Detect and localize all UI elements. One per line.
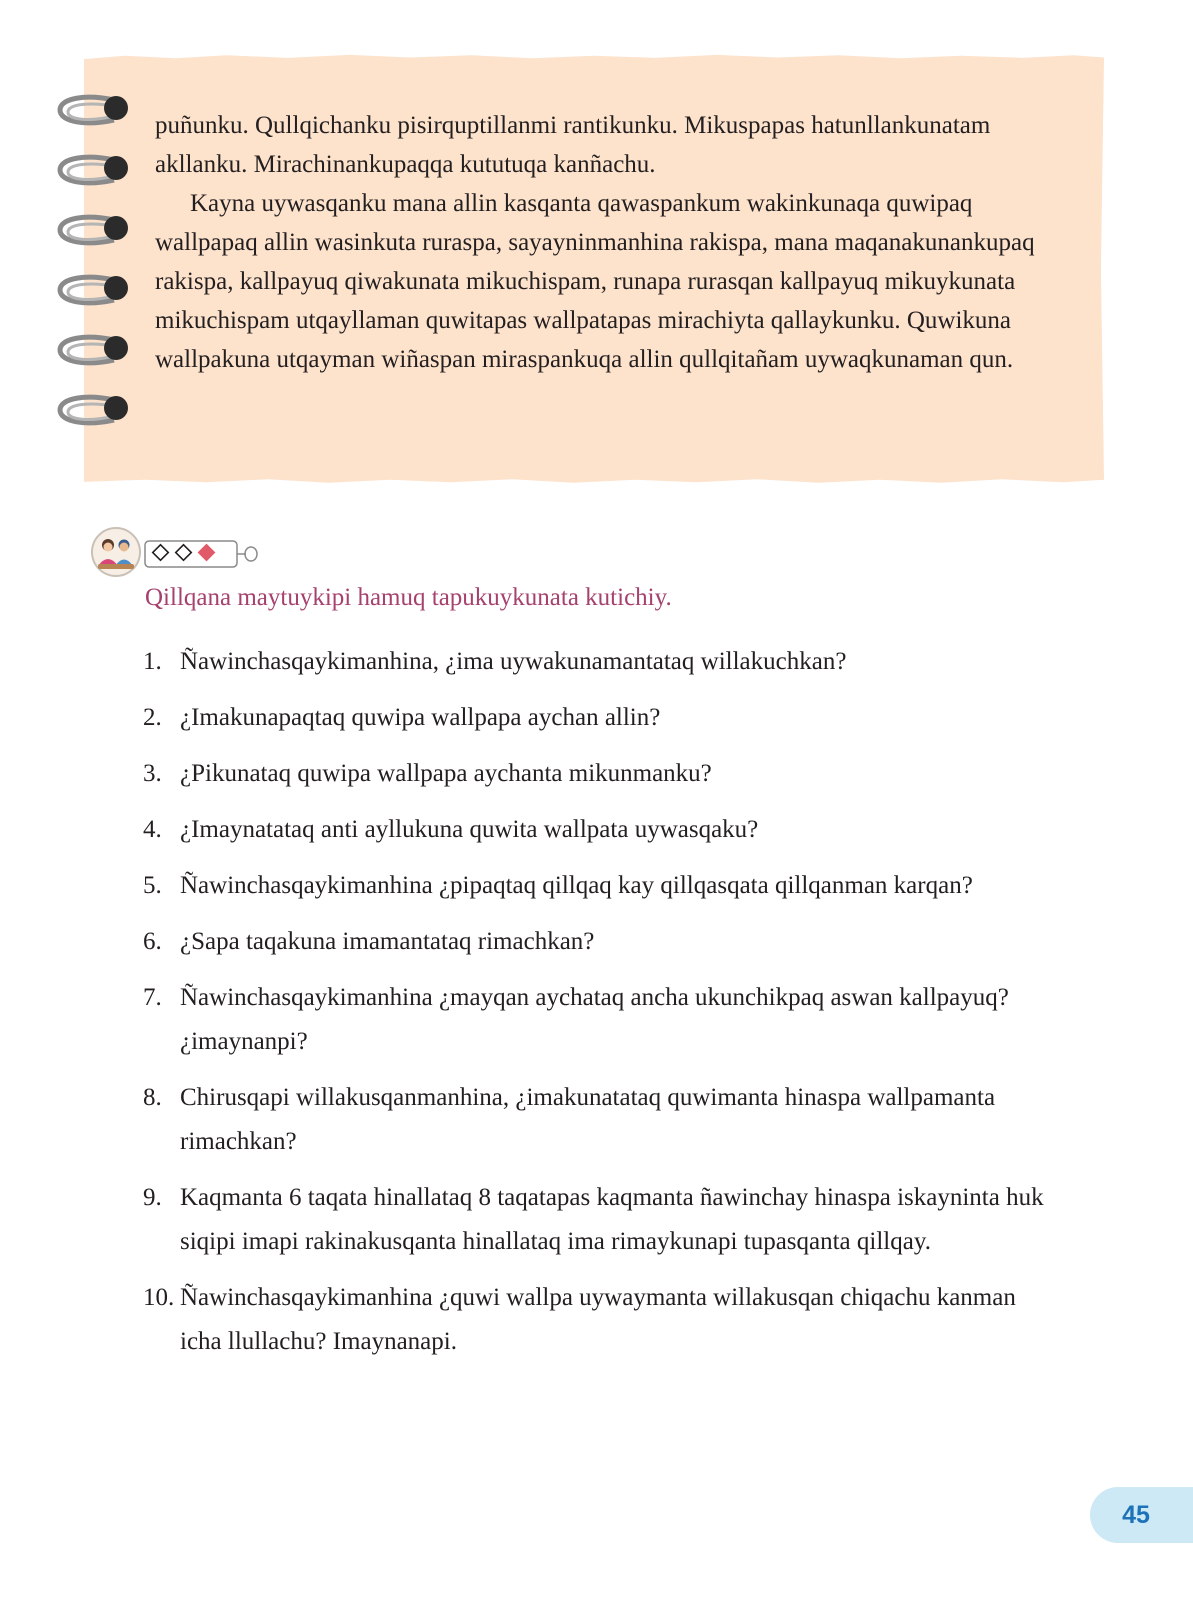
question-item — [143, 976, 1063, 1064]
question-text: Kaqmanta 6 taqata hinallataq 8 taqatapas kaqmanta ñawinchay hinaspa iskayninta huk siqipi imapi rakinakusqanta hinallataq ima rimaykunapi tupasqanta qillqay. — [180, 1184, 1044, 1255]
question-number: 4. — [143, 816, 162, 843]
question-text: Ñawinchasqaykimanhina ¿quwi wallpa uywaymanta willakusqan chiqachu kanman icha llullachu? Imaynanapi. — [180, 1284, 1016, 1355]
question-number: 10. — [143, 1284, 175, 1311]
question-text: Ñawinchasqaykimanhina ¿mayqan aychataq ancha ukunchikpaq aswan kallpayuq? ¿imaynanpi? — [180, 984, 1009, 1055]
question-item — [143, 696, 1063, 740]
page-number: 45 — [1122, 1501, 1150, 1529]
page-number-tab — [1090, 1487, 1193, 1543]
spiral-ring-icon — [56, 210, 136, 256]
question-text: ¿Sapa taqakuna imamantataq rimachkan? — [180, 928, 595, 955]
students-avatar-icon — [92, 528, 140, 576]
question-number: 9. — [143, 1184, 162, 1211]
question-number: 3. — [143, 760, 162, 787]
question-text: ¿Pikunataq quwipa wallpapa aychanta mikunmanku? — [180, 760, 712, 787]
question-item — [143, 1176, 1063, 1264]
question-text: Chirusqapi willakusqanmanhina, ¿imakunatataq quwimanta hinaspa wallpamanta rimachkan? — [180, 1084, 996, 1155]
activity-instruction: Qillqana maytuykipi hamuq tapukuykunata kutichiy. — [145, 584, 672, 611]
spiral-binding — [56, 90, 136, 430]
reading-passage — [155, 106, 1055, 379]
question-list — [143, 640, 1063, 1376]
spiral-ring-icon — [56, 270, 136, 316]
question-text: Ñawinchasqaykimanhina ¿pipaqtaq qillqaq kay qillqasqata qillqanman karqan? — [180, 872, 973, 899]
question-number: 6. — [143, 928, 162, 955]
question-number: 8. — [143, 1084, 162, 1111]
question-number: 2. — [143, 704, 162, 731]
spiral-ring-icon — [56, 90, 136, 136]
question-text: ¿Imaynatataq anti ayllukuna quwita wallpata uywasqaku? — [180, 816, 759, 843]
spiral-ring-icon — [56, 390, 136, 436]
question-item — [143, 1076, 1063, 1164]
activity-badge — [90, 526, 270, 580]
question-item — [143, 920, 1063, 964]
question-item — [143, 808, 1063, 852]
passage-paragraph-2: Kayna uywasqanku mana allin kasqanta qawaspankum wakinkunaqa quwipaq wallpapaq allin wasinkuta ruraspa, sayayninmanhina rakispa, mana maqanakunankupaq rakispa, kallpayuq qiwakunata mikuchispam, runapa rurasqan kallpayuq mikuykunata mikuchispam utqayllaman quwitapas wallpatapas mirachiyta qallaykunku. Quwikuna wallpakuna utqayman wiñaspan miraspankuqa allin qullqitañam uywaqkunaman qun. — [155, 190, 1035, 373]
question-item — [143, 864, 1063, 908]
question-item — [143, 1276, 1063, 1364]
question-number: 5. — [143, 872, 162, 899]
question-text: Ñawinchasqaykimanhina, ¿ima uywakunamantataq willakuchkan? — [180, 648, 847, 675]
question-text: ¿Imakunapaqtaq quwipa wallpapa aychan allin? — [180, 704, 661, 731]
question-item — [143, 640, 1063, 684]
question-number: 7. — [143, 984, 162, 1011]
question-number: 1. — [143, 648, 162, 675]
spiral-ring-icon — [56, 330, 136, 376]
difficulty-diamonds-icon — [145, 541, 257, 567]
question-item — [143, 752, 1063, 796]
spiral-ring-icon — [56, 150, 136, 196]
passage-paragraph-1: puñunku. Qullqichanku pisirquptillanmi rantikunku. Mikuspapas hatunllankunatam akllanku. Mirachinankupaqqa kututuqa kanñachu. — [155, 112, 991, 178]
